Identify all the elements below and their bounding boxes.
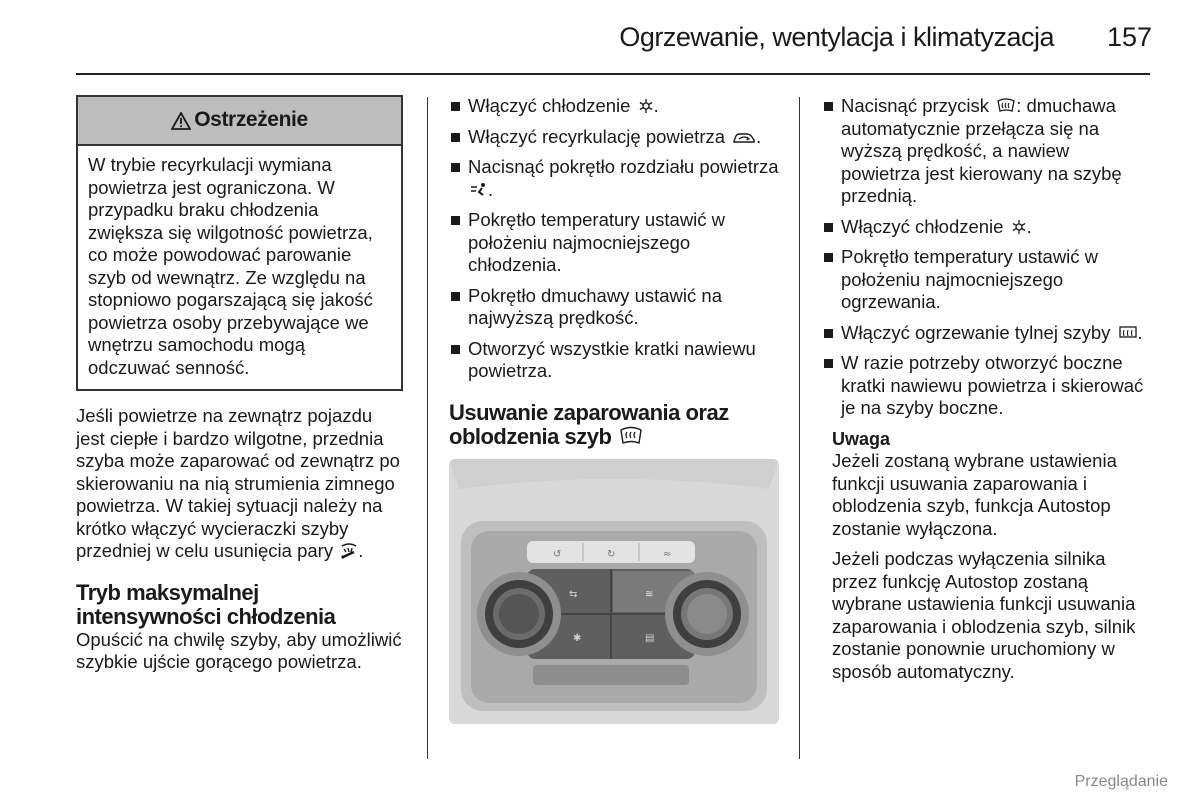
list-item — [822, 216, 1152, 239]
svg-text:↺: ↺ — [553, 548, 562, 560]
list-item: Otworzyć wszystkie kratki nawiewu powietrza. — [449, 338, 781, 383]
list-item-rest: : dmuchawa automatycznie przełącza się na wyższą prędkość, a nawiew powietrza jest kierowany na szybę przednią. — [841, 95, 1122, 206]
list-item-text: Włączyć ogrzewanie tylnej szyby — [841, 321, 1111, 343]
column-right — [822, 95, 1152, 691]
list-item-end: . — [1137, 321, 1143, 343]
column-middle — [449, 95, 781, 724]
recirculation-icon — [732, 131, 756, 145]
snowflake-ac-icon — [1011, 219, 1027, 235]
list-item — [449, 95, 781, 118]
windshield-defrost-icon — [619, 426, 643, 446]
warning-header — [78, 97, 401, 146]
column-left — [76, 95, 406, 674]
list-item-text: Nacisnąć przycisk — [841, 95, 990, 116]
list-item-end: . — [488, 178, 494, 200]
defrost-heading — [449, 401, 781, 449]
list-item: Pokrętło temperatury ustawić w położeniu najmocniejszego ogrzewania. — [822, 246, 1152, 314]
list-item-end: . — [1026, 215, 1032, 237]
column-divider-2 — [799, 97, 800, 759]
humidity-paragraph — [76, 405, 406, 563]
list-item — [822, 322, 1152, 345]
list-item-text: Włączyć recyrkulację powietrza — [468, 125, 726, 147]
list-item — [822, 95, 1152, 208]
defrost-steps-list — [822, 95, 1152, 420]
list-item-text: Nacisnąć pokrętło rozdziału powietrza — [468, 156, 779, 177]
warning-body: W trybie recyrkulacji wymiana powietrza jest ograniczona. W przypadku braku chłodzenia zwiększa się wilgotność powietrza, co może powodować parowanie szyb od wewnątrz. Ze względu na stopniowo pogarszającą się jakość powietrza osoby przebywające we wnętrzu samochodu mogą odczuwać senność. — [88, 154, 373, 378]
note-heading: Uwaga — [832, 428, 891, 449]
list-item: Pokrętło dmuchawy ustawić na najwyższą prędkość. — [449, 285, 781, 330]
max-cooling-heading: Tryb maksymalnej intensywności chłodzenia — [76, 579, 336, 629]
humidity-paragraph-end: . — [358, 540, 364, 561]
max-cooling-text: Opuścić na chwilę szyby, aby umożliwić szybkie ujście gorącego powietrza. — [76, 628, 402, 672]
page-number: 157 — [1106, 22, 1152, 52]
humidity-paragraph-text: Jeśli powietrze na zewnątrz pojazdu jest ciepłe i bardzo wilgotne, przednia szyba może zaparować od zewnątrz po skierowaniu na nią strumienia zimnego powietrza. W takiej sytuacji należy na krótko włączyć wycieraczki szyby przedniej w celu usunięcia pary — [76, 405, 400, 561]
svg-text:⇆: ⇆ — [569, 588, 578, 600]
defrost-heading-text: Usuwanie zaparowania oraz oblodzenia szyb — [449, 399, 729, 449]
page-header-title: Ogrzewanie, wentylacja i klimatyzacja — [619, 22, 1054, 52]
header-rule — [76, 73, 1150, 75]
warning-triangle-icon — [171, 112, 191, 130]
list-item — [449, 156, 781, 201]
warning-box — [76, 95, 403, 391]
svg-text:≈: ≈ — [663, 548, 672, 560]
note-paragraph-1: Jeżeli zostaną wybrane ustawienia funkcji usuwania zaparowania i oblodzenia szyb, funkcja Autostop zostanie wyłączona. — [832, 450, 1117, 539]
list-item-text: Włączyć chłodzenie — [468, 95, 631, 116]
climate-control-panel-drawing — [449, 459, 779, 724]
note-section — [822, 428, 1152, 684]
air-distribution-icon — [470, 182, 488, 198]
svg-text:✱: ✱ — [573, 632, 582, 644]
svg-text:▤: ▤ — [645, 632, 655, 644]
cooling-steps-list — [449, 95, 781, 383]
windshield-wiper-icon — [340, 543, 358, 559]
snowflake-ac-icon — [638, 98, 654, 114]
svg-text:↻: ↻ — [607, 548, 616, 560]
warning-title: Ostrzeżenie — [194, 108, 308, 132]
svg-text:≋: ≋ — [645, 588, 654, 600]
column-divider-1 — [427, 97, 428, 759]
climate-control-panel-image — [449, 459, 779, 724]
list-item-text: Włączyć chłodzenie — [841, 215, 1004, 237]
list-item: W razie potrzeby otworzyć boczne kratki nawiewu powietrza i skierować je na szyby boczne. — [822, 352, 1152, 420]
list-item-end: . — [653, 95, 659, 116]
rear-window-heating-icon — [1118, 325, 1138, 341]
list-item-end: . — [756, 125, 762, 147]
footer-label: Przeglądanie — [1074, 773, 1168, 790]
list-item: Pokrętło temperatury ustawić w położeniu najmocniejszego chłodzenia. — [449, 209, 781, 277]
list-item — [449, 126, 781, 149]
note-paragraph-2: Jeżeli podczas wyłączenia silnika przez funkcję Autostop zostaną wybrane ustawienia funkcji usuwania zaparowania i oblodzenia szyb, silnik zostanie ponownie uruchomiony w sposób automatyczny. — [832, 548, 1136, 682]
windshield-defrost-icon — [996, 98, 1016, 114]
